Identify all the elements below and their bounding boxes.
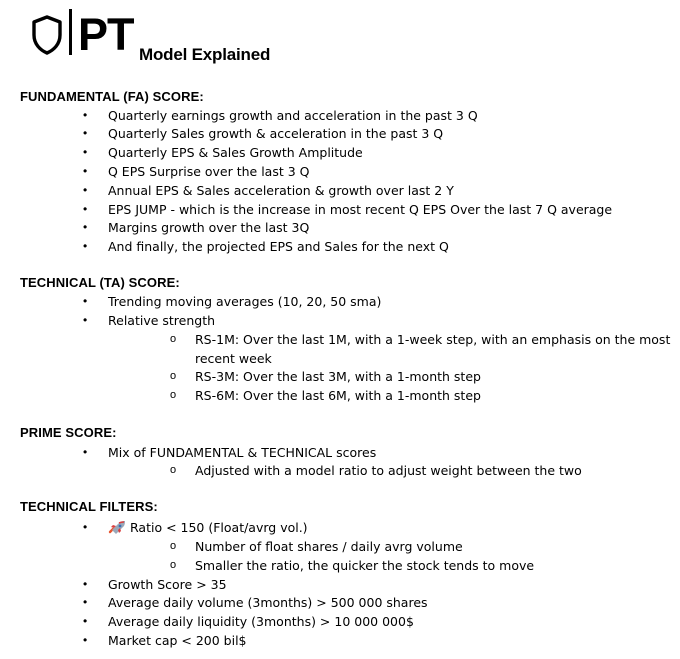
sub-bullet: o xyxy=(170,370,177,382)
fa-item: Q EPS Surprise over the last 3 Q xyxy=(108,164,310,179)
fa-item: EPS JUMP - which is the increase in most recent Q EPS Over the last 7 Q average xyxy=(108,202,613,217)
list-bullet: • xyxy=(83,202,88,216)
filter-item: Average daily volume (3months) > 500 000 shares xyxy=(108,595,428,610)
list-bullet: • xyxy=(83,220,88,234)
fa-heading: FUNDAMENTAL (FA) SCORE: xyxy=(20,89,204,104)
filter-item: Growth Score > 35 xyxy=(108,577,227,592)
filter-subitem: Number of float shares / daily avrg volume xyxy=(195,539,463,554)
sub-bullet: o xyxy=(170,333,177,345)
logo-divider xyxy=(69,9,72,55)
ta-item: Relative strength xyxy=(108,313,216,328)
list-bullet: • xyxy=(83,614,88,628)
shield-icon xyxy=(31,15,63,55)
filter-subitem: Smaller the ratio, the quicker the stock tends to move xyxy=(195,558,535,573)
fa-item: Quarterly earnings growth and acceleration in the past 3 Q xyxy=(108,108,478,123)
list-bullet: • xyxy=(83,126,88,140)
list-bullet: • xyxy=(83,294,88,308)
list-bullet: • xyxy=(83,313,88,327)
ta-subitem-continued: recent week xyxy=(195,351,272,366)
prime-item: Mix of FUNDAMENTAL & TECHNICAL scores xyxy=(108,445,377,460)
logo-text: PT xyxy=(78,9,134,60)
filters-heading: TECHNICAL FILTERS: xyxy=(20,499,158,514)
list-bullet: • xyxy=(83,239,88,253)
list-bullet: • xyxy=(83,595,88,609)
list-bullet: • xyxy=(83,164,88,178)
filter-item: Average daily liquidity (3months) > 10 000 000$ xyxy=(108,614,414,629)
list-bullet: • xyxy=(83,445,88,459)
filter-ratio-text: Ratio < 150 (Float/avrg vol.) xyxy=(130,520,308,535)
fa-item: Margins growth over the last 3Q xyxy=(108,220,310,235)
sub-bullet: o xyxy=(170,559,177,571)
sub-bullet: o xyxy=(170,464,177,476)
ta-subitem: RS-1M: Over the last 1M, with a 1-week step, with an emphasis on the most xyxy=(195,332,671,347)
fa-item: And finally, the projected EPS and Sales for the next Q xyxy=(108,239,449,254)
list-bullet: • xyxy=(83,577,88,591)
list-bullet: • xyxy=(83,183,88,197)
list-bullet: • xyxy=(83,108,88,122)
filter-item-ratio xyxy=(108,518,308,537)
ta-item: Trending moving averages (10, 20, 50 sma) xyxy=(108,294,382,309)
rocket-icon xyxy=(108,520,126,534)
list-bullet: • xyxy=(83,520,88,534)
list-bullet: • xyxy=(83,145,88,159)
logo xyxy=(31,9,134,60)
ta-subitem: RS-6M: Over the last 6M, with a 1-month step xyxy=(195,388,481,403)
prime-subitem: Adjusted with a model ratio to adjust weight between the two xyxy=(195,463,582,478)
filter-item: Market cap < 200 bil$ xyxy=(108,633,247,648)
page-title: Model Explained xyxy=(139,45,271,64)
ta-subitem: RS-3M: Over the last 3M, with a 1-month step xyxy=(195,369,481,384)
fa-item: Quarterly Sales growth & acceleration in the past 3 Q xyxy=(108,126,444,141)
list-bullet: • xyxy=(83,633,88,647)
prime-heading: PRIME SCORE: xyxy=(20,425,117,440)
ta-heading: TECHNICAL (TA) SCORE: xyxy=(20,275,180,290)
fa-item: Quarterly EPS & Sales Growth Amplitude xyxy=(108,145,363,160)
fa-item: Annual EPS & Sales acceleration & growth over last 2 Y xyxy=(108,183,454,198)
sub-bullet: o xyxy=(170,540,177,552)
sub-bullet: o xyxy=(170,389,177,401)
